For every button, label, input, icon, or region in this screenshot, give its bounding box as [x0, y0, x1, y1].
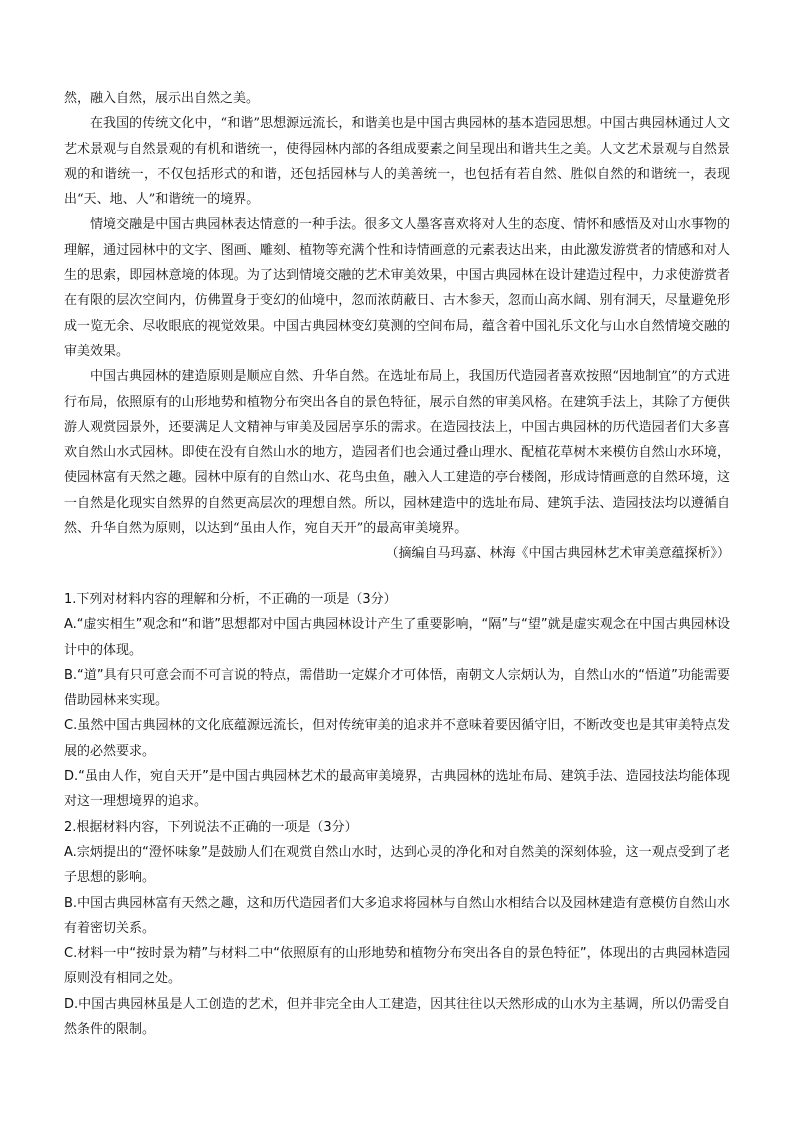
- question-1-option-b: B.“道”具有只可意会而不可言说的特点，需借助一定媒介才可体悟，南朝文人宗炳认为，自然山水的“悟道”功能需要借助园林来实现。: [64, 667, 730, 709]
- question-2-option-b: B.中国古典园林富有天然之趣，这和历代造园者们大多追求将园林与自然山水相结合以及园林建造有意模仿自然山水有着密切关系。: [64, 895, 730, 936]
- passage-source: （摘编自马玛嘉、林海《中国古典园林艺术审美意蕴探析》）: [385, 546, 730, 562]
- question-2-option-a: A.宗炳提出的“澄怀味象”是鼓励人们在观赏自然山水时，达到心灵的净化和对自然美的深刻体验，这一观点受到了老子思想的影响。: [64, 844, 730, 886]
- question-2-stem: 2.根据材料内容，下列说法不正确的一项是（3分）: [64, 819, 358, 835]
- passage-paragraph: 中国古典园林的建造原则是顺应自然、升华自然。在选址布局上，我国历代造园者喜欢按照“因地制宜”的方式进行布局，依照原有的山形地势和植物分布突出各自的景色特征，展示自然的审美风格。在建筑手法上，其除了方便供游人观赏园景外，还要满足人文精神与审美及园居享乐的需求。在造园技法上，中国古典园林的历代造园者们大多喜欢自然山水式园林。即使在没有自然山水的地方，造园者们也会通过叠山理水、配植花草树木来模仿自然山水环境，使园林富有天然之趣。园林中原有的自然山水、花鸟虫鱼，融入人工建造的亭台楼阁，形成诗情画意的自然环境，这一自然是化现实自然界的自然更高层次的理想自然。所以，园林建造中的选址布局、建筑手法、造园技法均以遵循自然、升华自然为原则，以达到“虽由人作，宛自天开”的最高审美境界。: [64, 369, 730, 537]
- passage-paragraph: 然，融入自然，展示出自然之美。: [64, 91, 260, 106]
- passage-paragraph: 在我国的传统文化中，“和谐”思想源远流长，和谐美也是中国古典园林的基本造园思想。中国古典园林通过人文艺术景观与自然景观的有机和谐统一，使得园林内部的各组成要素之间呈现出和谐共生之美。人文艺术景观与自然景观的和谐统一，不仅包括形式的和谐，还包括园林与人的美善统一，也包括有若自然、胜似自然的和谐统一，表现出“天、地、人”和谐统一的境界。: [64, 116, 730, 208]
- question-1-option-c: C.虽然中国古典园林的文化底蕴源远流长，但对传统审美的追求并不意味着要因循守旧，不断改变也是其审美特点发展的必然要求。: [64, 718, 730, 759]
- question-1-option-d: D.“虽由人作，宛自天开”是中国古典园林艺术的最高审美境界，古典园林的选址布局、建筑手法、造园技法均能体现对这一理想境界的追求。: [64, 769, 730, 810]
- reading-passage: [64, 86, 730, 567]
- question-1-option-a: A.“虚实相生”观念和“和谐”思想都对中国古典园林设计产生了重要影响，“隔”与“望”就是虚实观念在中国古典园林设计中的体现。: [64, 617, 730, 658]
- passage-paragraph: 情境交融是中国古典园林表达情意的一种手法。很多文人墨客喜欢将对人生的态度、情怀和感悟及对山水事物的理解，通过园林中的文字、图画、雕刻、植物等充满个性和诗情画意的元素表达出来，由此激发游赏者的情感和对人生的思索，即园林意境的体现。为了达到情境交融的艺术审美效果，中国古典园林在设计建造过程中，力求使游赏者在有限的层次空间内，仿佛置身于变幻的仙境中，忽而浓荫蔽日、古木参天，忽而山高水阔、别有洞天，尽量避免形成一览无余、尽收眼底的视觉效果。中国古典园林变幻莫测的空间布局，蕴含着中国礼乐文化与山水自然情境交融的审美效果。: [64, 217, 730, 359]
- question-2-option-c: C.材料一中“按时景为精”与材料二中“依照原有的山形地势和植物分布突出各自的景色特征”，体现出的古典园林造园原则没有相同之处。: [64, 946, 730, 987]
- question-1-stem: 1.下列对材料内容的理解和分析，不正确的一项是（3分）: [64, 592, 397, 607]
- question-section: [64, 587, 730, 1042]
- question-2-option-d: D.中国古典园林虽是人工创造的艺术，但并非完全由人工建造，因其往往以天然形成的山水为主基调，所以仍需受自然条件的限制。: [64, 996, 730, 1038]
